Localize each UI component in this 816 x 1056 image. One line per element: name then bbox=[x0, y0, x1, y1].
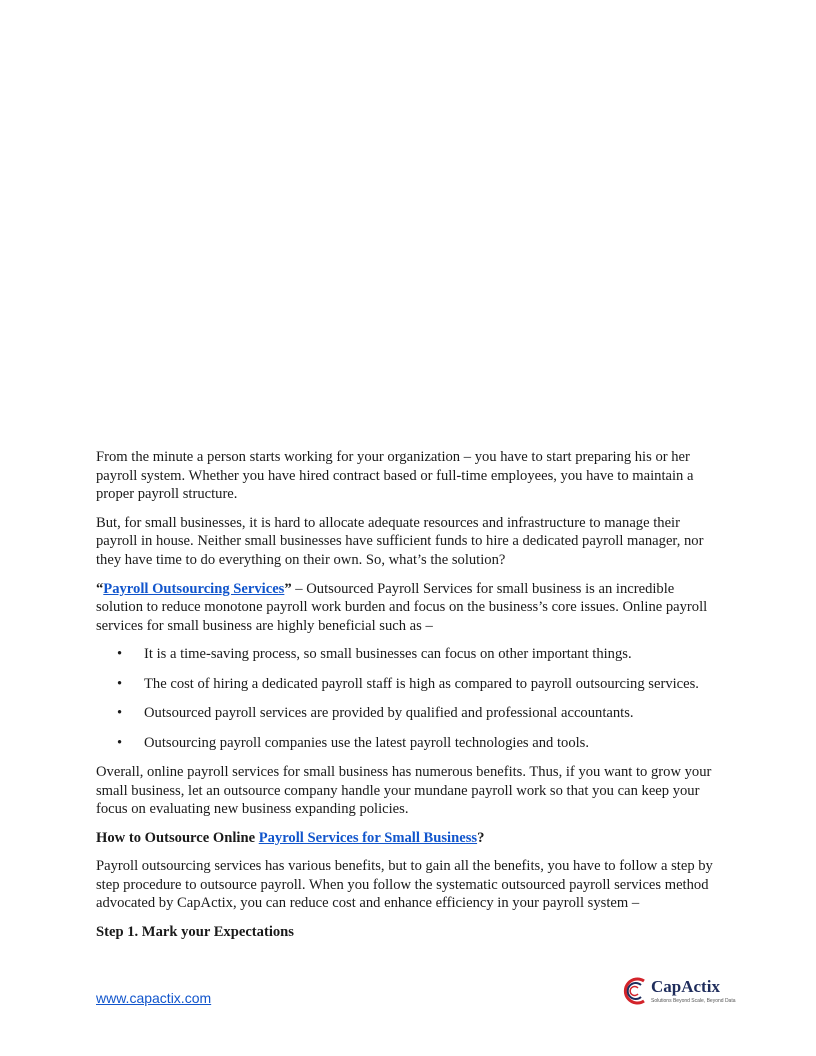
list-item bbox=[96, 645, 720, 664]
close-quote: ” bbox=[284, 580, 292, 597]
step1-heading: Step 1. Mark your Expectations bbox=[96, 924, 294, 941]
overall-paragraph: Overall, online payroll services for small business has numerous benefits. Thus, if you want to grow your small business, let an outsource company handle your mundane payroll work so that you can keep your focus on evaluating new business expanding policies. bbox=[96, 763, 712, 818]
website-link[interactable]: www.capactix.com bbox=[96, 990, 212, 1006]
bullet-icon: • bbox=[117, 646, 123, 663]
how-to-heading-suffix: ? bbox=[477, 829, 485, 846]
list-item-text: Outsourced payroll services are provided by qualified and professional accountants. bbox=[144, 705, 634, 722]
payroll-services-small-business-link[interactable]: Payroll Services for Small Business bbox=[258, 829, 478, 846]
logo-swoosh-icon bbox=[622, 976, 650, 1006]
bullet-icon: • bbox=[117, 705, 123, 722]
list-item-text: It is a time-saving process, so small businesses can focus on other important things. bbox=[144, 646, 632, 663]
bullet-icon: • bbox=[117, 675, 123, 692]
payroll-outsourcing-services-link[interactable]: Payroll Outsourcing Services bbox=[103, 580, 285, 597]
document-body bbox=[96, 448, 720, 952]
logo-tagline: Solutions Beyond Scale, Beyond Data bbox=[651, 998, 736, 1004]
logo-text: CapActix bbox=[651, 977, 720, 996]
bullet-icon: • bbox=[117, 734, 123, 751]
solution-paragraph bbox=[96, 580, 720, 636]
how-to-heading bbox=[96, 829, 720, 848]
intro-paragraph: From the minute a person starts working for your organization – you have to start preparing his or her payroll system. Whether you have hired contract based or full-time employees, you have to maintain a proper payroll structure. bbox=[96, 449, 694, 503]
problem-paragraph: But, for small businesses, it is hard to allocate adequate resources and infrastructure to manage their payroll in house. Neither small businesses have sufficient funds to hire a dedicated payroll manager, nor they have time to do everything on their own. So, what’s the solution? bbox=[96, 514, 704, 568]
steps-paragraph: Payroll outsourcing services has various benefits, but to gain all the benefits, you have to follow a step by step procedure to outsource payroll. When you follow the systematic outsourced payroll services method advocated by CapActix, you can reduce cost and enhance efficiency in your payroll system – bbox=[96, 858, 713, 912]
list-item bbox=[96, 704, 720, 723]
list-item-text: The cost of hiring a dedicated payroll staff is high as compared to payroll outsourcing services. bbox=[144, 675, 699, 692]
list-item bbox=[96, 734, 720, 753]
list-item-text: Outsourcing payroll companies use the latest payroll technologies and tools. bbox=[144, 734, 590, 751]
list-item bbox=[96, 675, 720, 694]
capactix-logo bbox=[622, 976, 736, 1006]
solution-text: – Outsourced Payroll Services for small business is an incredible solution to reduce monotone payroll work burden and focus on the business’s core issues. Online payroll services for small business are highly beneficial such as – bbox=[96, 580, 708, 634]
how-to-heading-prefix: How to Outsource Online bbox=[96, 829, 259, 846]
benefits-list bbox=[96, 645, 720, 752]
open-quote: “ bbox=[96, 580, 104, 597]
